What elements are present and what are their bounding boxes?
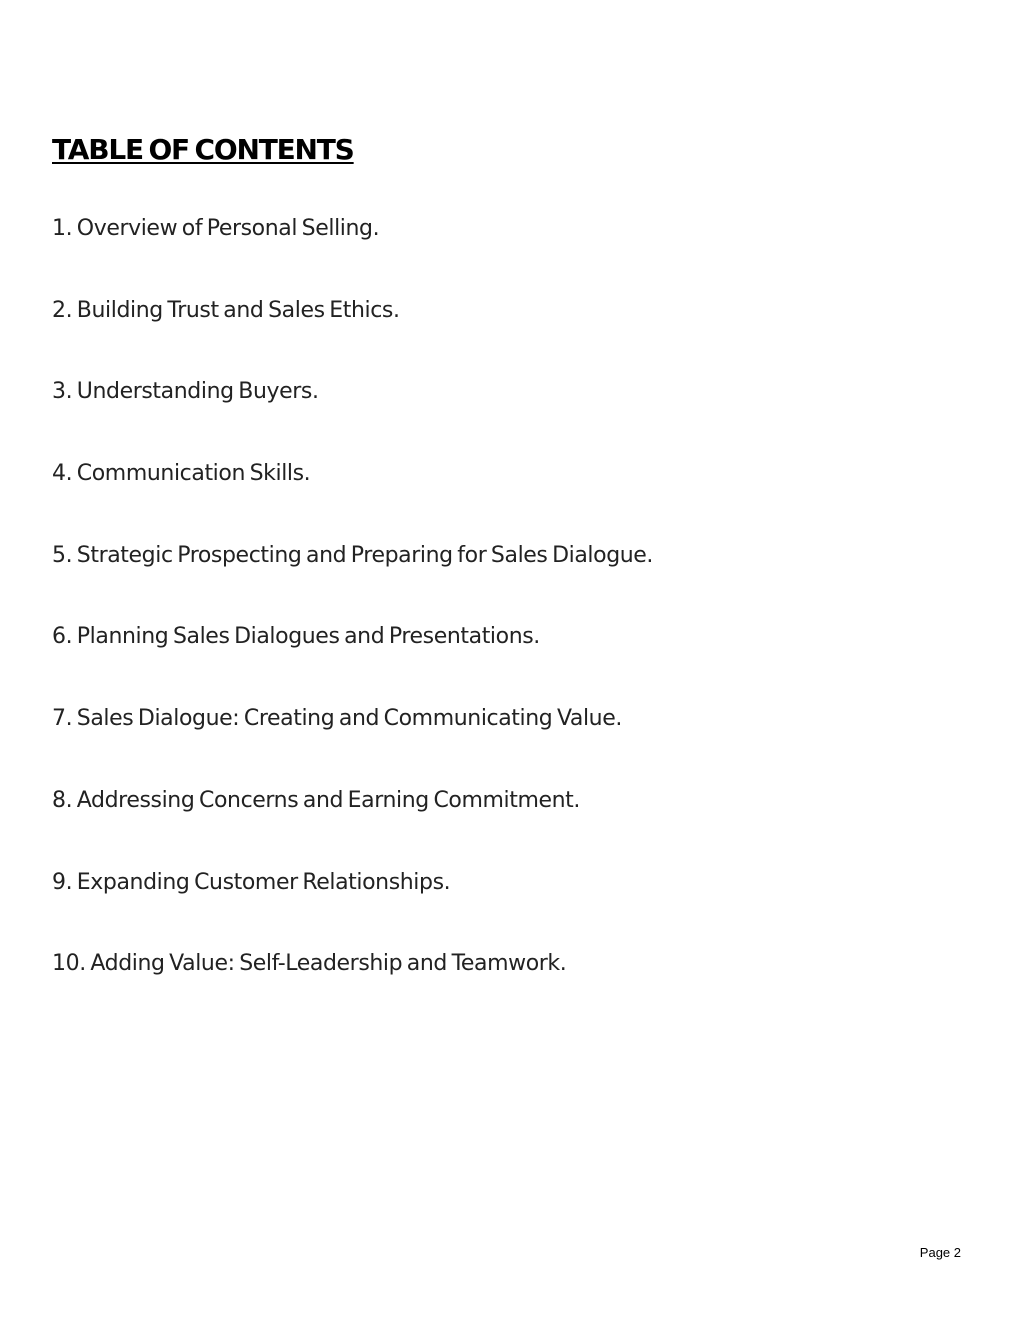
toc-item: 6. Planning Sales Dialogues and Presentations. xyxy=(52,624,540,650)
toc-item: 8. Addressing Concerns and Earning Commitment. xyxy=(52,787,580,813)
toc-item: 5. Strategic Prospecting and Preparing for Sales Dialogue. xyxy=(52,542,654,568)
toc-item: 10. Adding Value: Self-Leadership and Teamwork. xyxy=(52,951,567,977)
toc-heading: TABLE OF CONTENTS xyxy=(52,133,354,166)
page-number: Page 2 xyxy=(919,1245,961,1260)
toc-item: 3. Understanding Buyers. xyxy=(52,379,319,405)
toc-item: 4. Communication Skills. xyxy=(52,461,311,487)
toc-item: 7. Sales Dialogue: Creating and Communicating Value. xyxy=(52,706,622,732)
toc-item: 1. Overview of Personal Selling. xyxy=(52,216,380,241)
toc-item: 9. Expanding Customer Relationships. xyxy=(52,869,451,895)
toc-list xyxy=(52,210,653,1027)
toc-item: 2. Building Trust and Sales Ethics. xyxy=(52,297,400,323)
